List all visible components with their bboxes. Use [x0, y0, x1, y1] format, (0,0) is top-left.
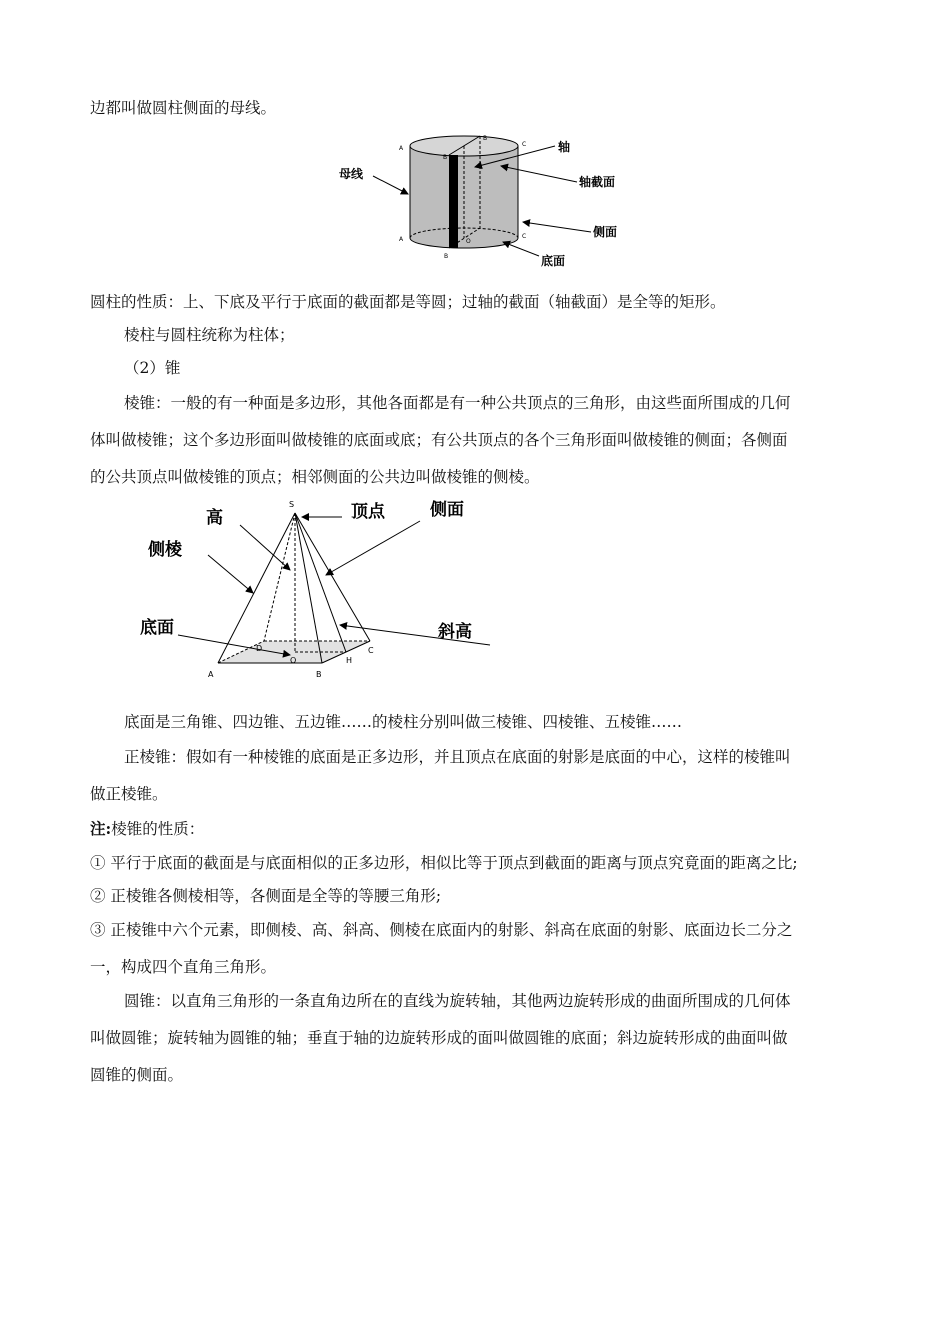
label-generatrix: 母线 [339, 167, 364, 181]
label-axial-section: 轴截面 [579, 175, 616, 189]
list-item: ② 正棱锥各侧棱相等，各侧面是全等的等腰三角形; [90, 887, 442, 905]
label-base: 底面 [541, 254, 566, 268]
point-label: D [256, 644, 263, 653]
point-label: B [443, 154, 448, 161]
paragraph: 的公共顶点叫做棱锥的顶点；相邻侧面的公共边叫做棱锥的侧棱。 [90, 468, 540, 486]
point-label: B [316, 670, 322, 679]
paragraph: 棱柱与圆柱统称为柱体； [124, 326, 295, 344]
note-line [90, 810, 860, 848]
label-axis: 轴 [558, 140, 571, 154]
point-label: O [466, 238, 471, 245]
label-lateral: 侧面 [430, 500, 464, 520]
list-item: 一，构成四个直角三角形。 [90, 958, 277, 976]
paragraph: 边都叫做圆柱侧面的母线。 [90, 99, 277, 117]
cylinder-figure [325, 130, 635, 270]
label-edge: 侧棱 [148, 540, 182, 560]
point-label: A [399, 236, 404, 243]
point-label: B [483, 135, 488, 142]
note-label: 注: [90, 819, 112, 838]
list-item: ① 平行于底面的截面是与底面相似的正多边形，相似比等于顶点到截面的距离与顶点究竟面的距离之比; [90, 854, 798, 872]
label-apex: 顶点 [351, 502, 385, 522]
note-text: 棱锥的性质： [111, 820, 205, 838]
list-item: ③ 正棱锥中六个元素，即侧棱、高、斜高、侧棱在底面内的射影、斜高在底面的射影、底面边长二分之 [90, 921, 793, 939]
point-label: C [522, 141, 527, 148]
paragraph: 叫做圆锥；旋转轴为圆锥的轴；垂直于轴的边旋转形成的面叫做圆锥的底面；斜边旋转形成的曲面叫做 [90, 1029, 788, 1047]
label-lateral: 侧面 [593, 225, 618, 239]
pyramid-figure [130, 495, 500, 685]
point-label: C [368, 646, 374, 655]
point-label: S [289, 500, 295, 509]
paragraph: 圆锥的侧面。 [90, 1066, 184, 1084]
paragraph: 圆柱的性质：上、下底及平行于底面的截面都是等圆；过轴的截面（轴截面）是全等的矩形。 [90, 293, 726, 311]
label-slant: 斜高 [438, 622, 472, 642]
paragraph: 正棱锥：假如有一种棱锥的底面是正多边形，并且顶点在底面的射影是底面的中心，这样的棱锥叫 [124, 748, 791, 766]
paragraph: 做正棱锥。 [90, 785, 168, 803]
point-label: A [399, 145, 404, 152]
label-base: 底面 [140, 618, 174, 638]
point-label: H [346, 656, 353, 665]
point-label: A [208, 670, 214, 679]
paragraph: 底面是三角锥、四边锥、五边锥……的棱柱分别叫做三棱锥、四棱锥、五棱锥…… [124, 713, 683, 731]
paragraph: 棱锥：一般的有一种面是多边形，其他各面都是有一种公共顶点的三角形，由这些面所围成的几何 [124, 394, 791, 412]
point-label: O [290, 656, 297, 665]
point-label: B [444, 253, 449, 260]
label-height: 高 [206, 508, 223, 528]
paragraph: 体叫做棱锥；这个多边形面叫做棱锥的底面或底；有公共顶点的各个三角形面叫做棱锥的侧面；各侧面 [90, 431, 788, 449]
section-heading: （2）锥 [124, 359, 181, 377]
point-label: C [522, 233, 527, 240]
paragraph: 圆锥：以直角三角形的一条直角边所在的直线为旋转轴，其他两边旋转形成的曲面所围成的几何体 [124, 992, 791, 1010]
axis-bar [449, 155, 458, 248]
